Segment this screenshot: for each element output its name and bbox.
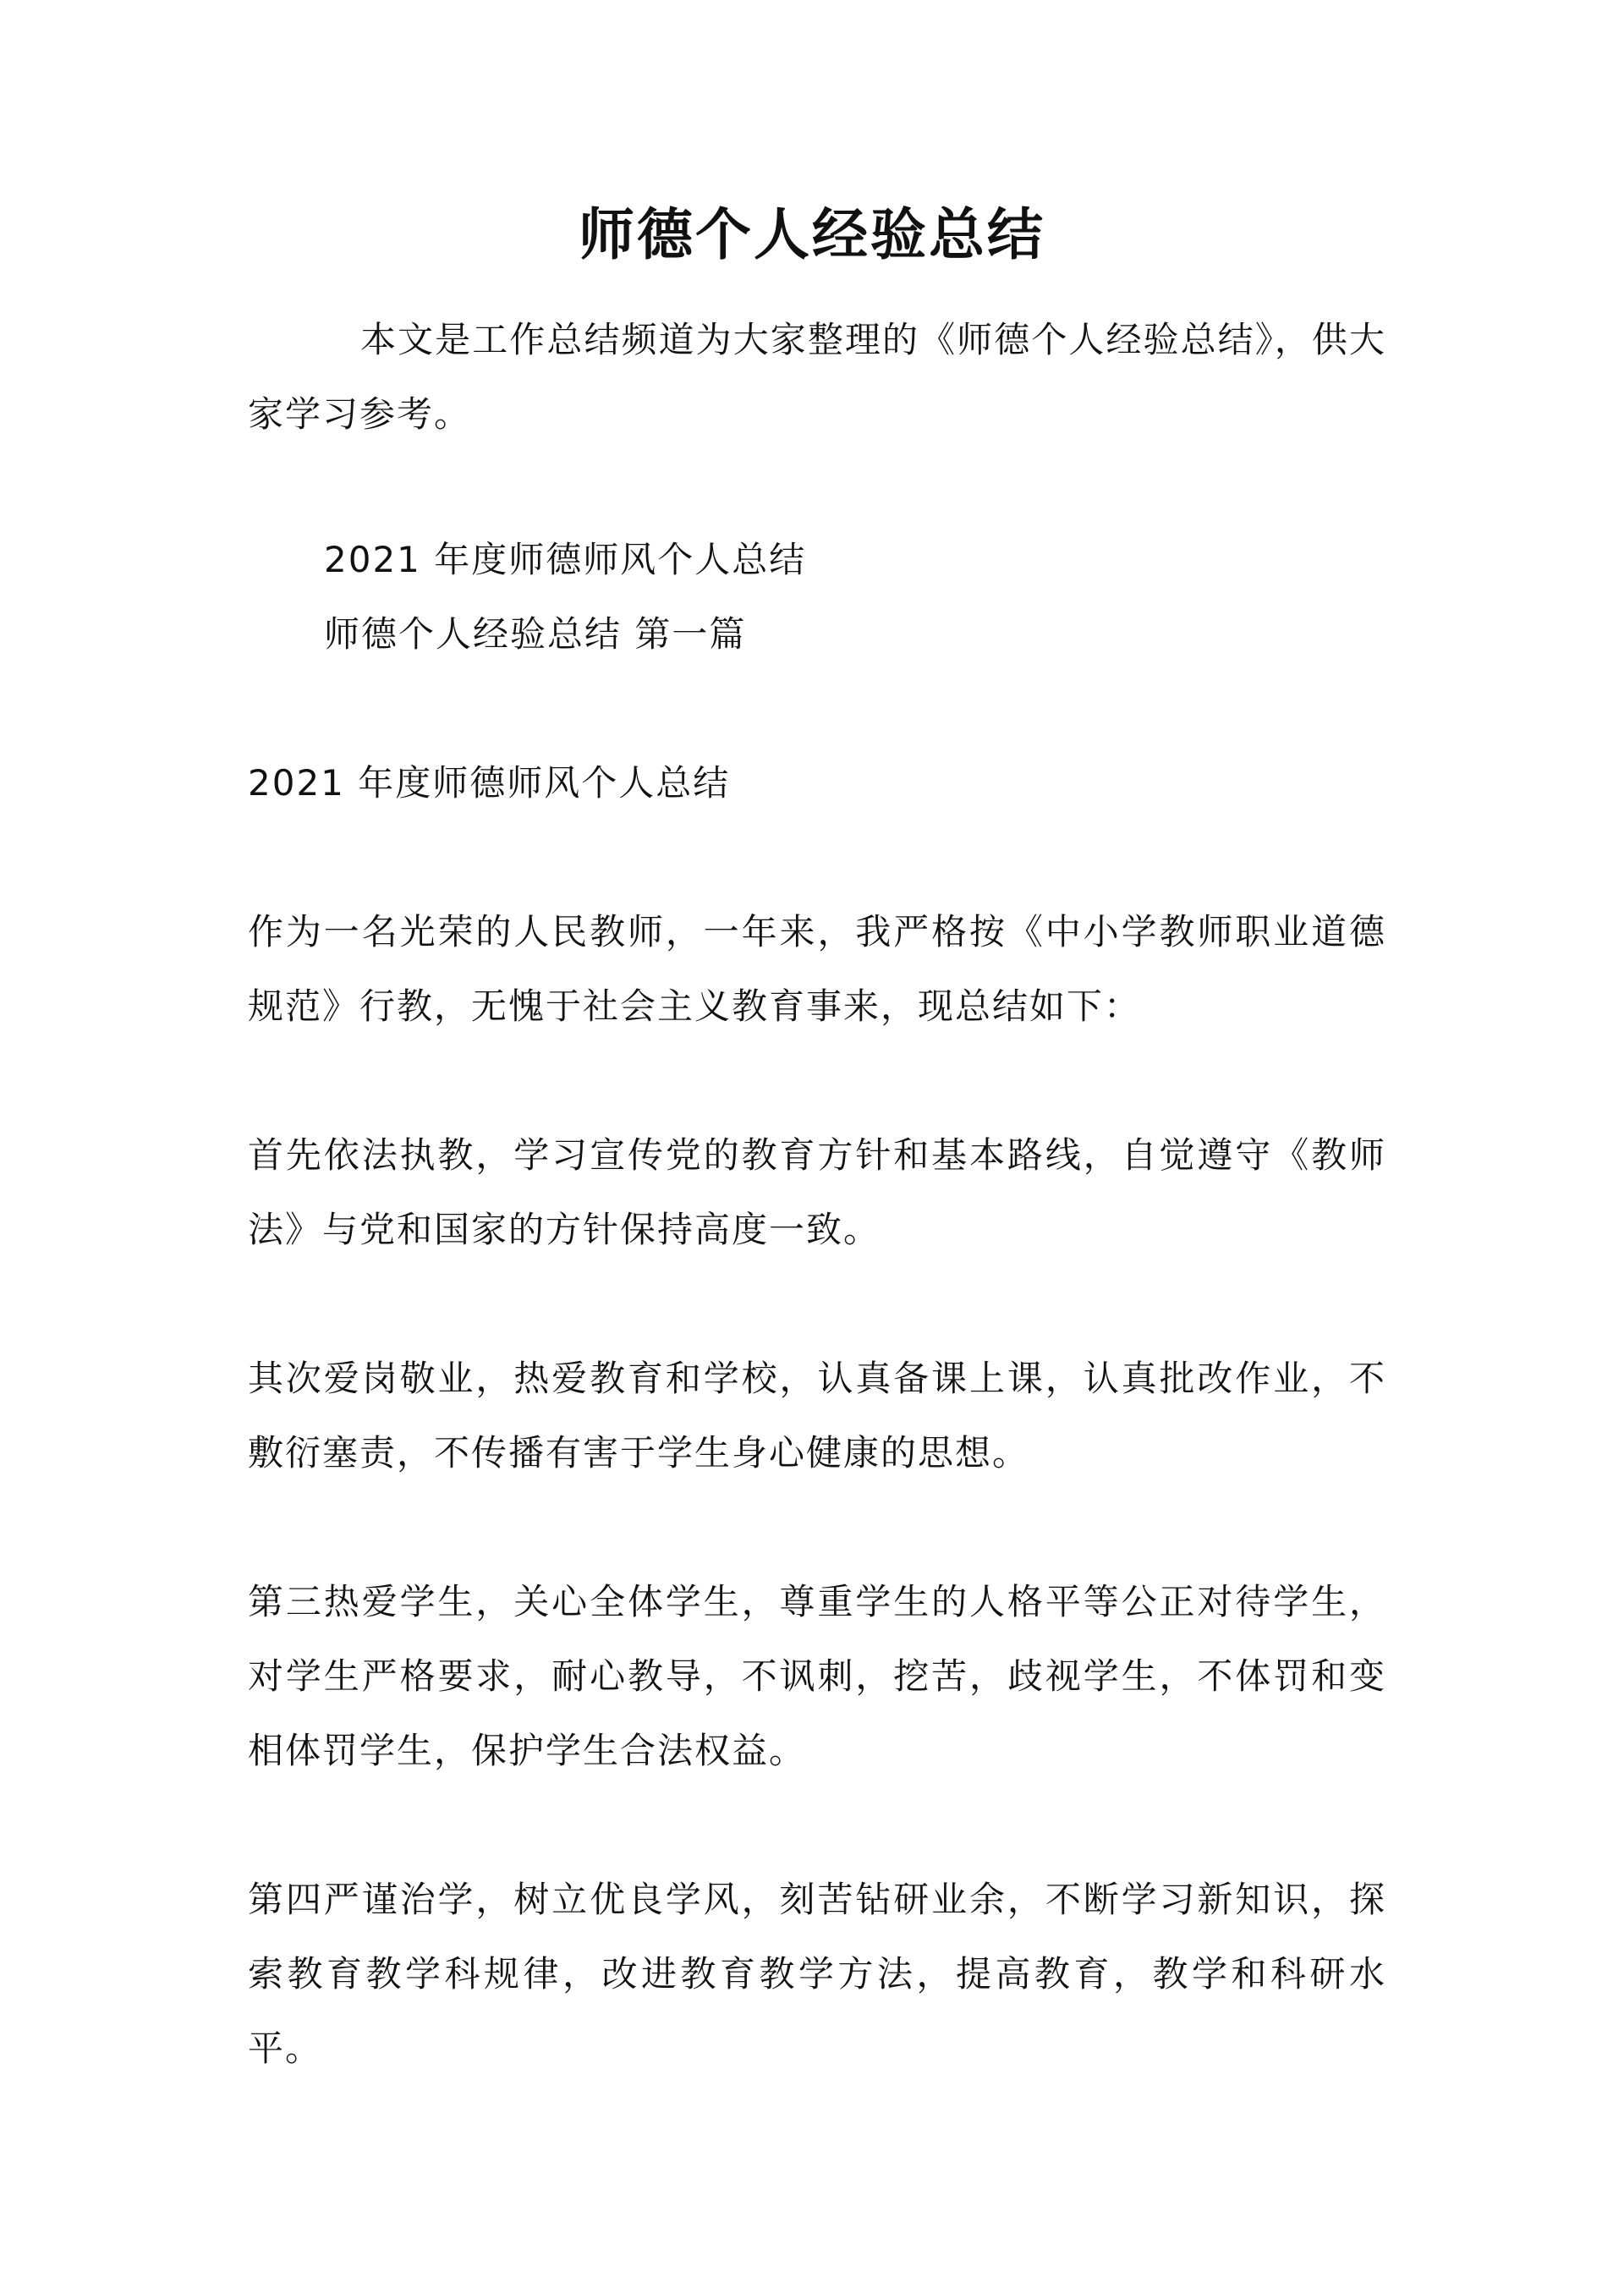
body-paragraph: 第三热爱学生，关心全体学生，尊重学生的人格平等公正对待学生，对学生严格要求，耐心教导，不讽刺，挖苦，歧视学生，不体罚和变相体罚学生，保护学生合法权益。 — [248, 1581, 1386, 1771]
document-title: 师德个人经验总结 — [579, 201, 1045, 267]
body-paragraph: 作为一名光荣的人民教师，一年来，我严格按《中小学教师职业道德规范》行教，无愧于社会主义教育事来，现总结如下： — [248, 911, 1386, 1027]
toc-item: 2021 年度师德师风个人总结 — [324, 539, 807, 580]
section-heading: 2021 年度师德师风个人总结 — [248, 762, 731, 804]
intro-paragraph: 本文是工作总结频道为大家整理的《师德个人经验总结》，供大家学习参考。 — [248, 319, 1386, 435]
toc-item: 师德个人经验总结 第一篇 — [324, 613, 747, 655]
body-paragraph: 第四严谨治学，树立优良学风，刻苦钻研业余，不断学习新知识，探索教育教学科规律，改进教育教学方法，提高教育，教学和科研水平。 — [248, 1879, 1386, 2069]
body-paragraph: 首先依法执教，学习宣传党的教育方针和基本路线，自觉遵守《教师法》与党和国家的方针保持高度一致。 — [248, 1134, 1386, 1250]
body-paragraph: 其次爱岗敬业，热爱教育和学校，认真备课上课，认真批改作业，不敷衍塞责，不传播有害于学生身心健康的思想。 — [248, 1358, 1386, 1474]
